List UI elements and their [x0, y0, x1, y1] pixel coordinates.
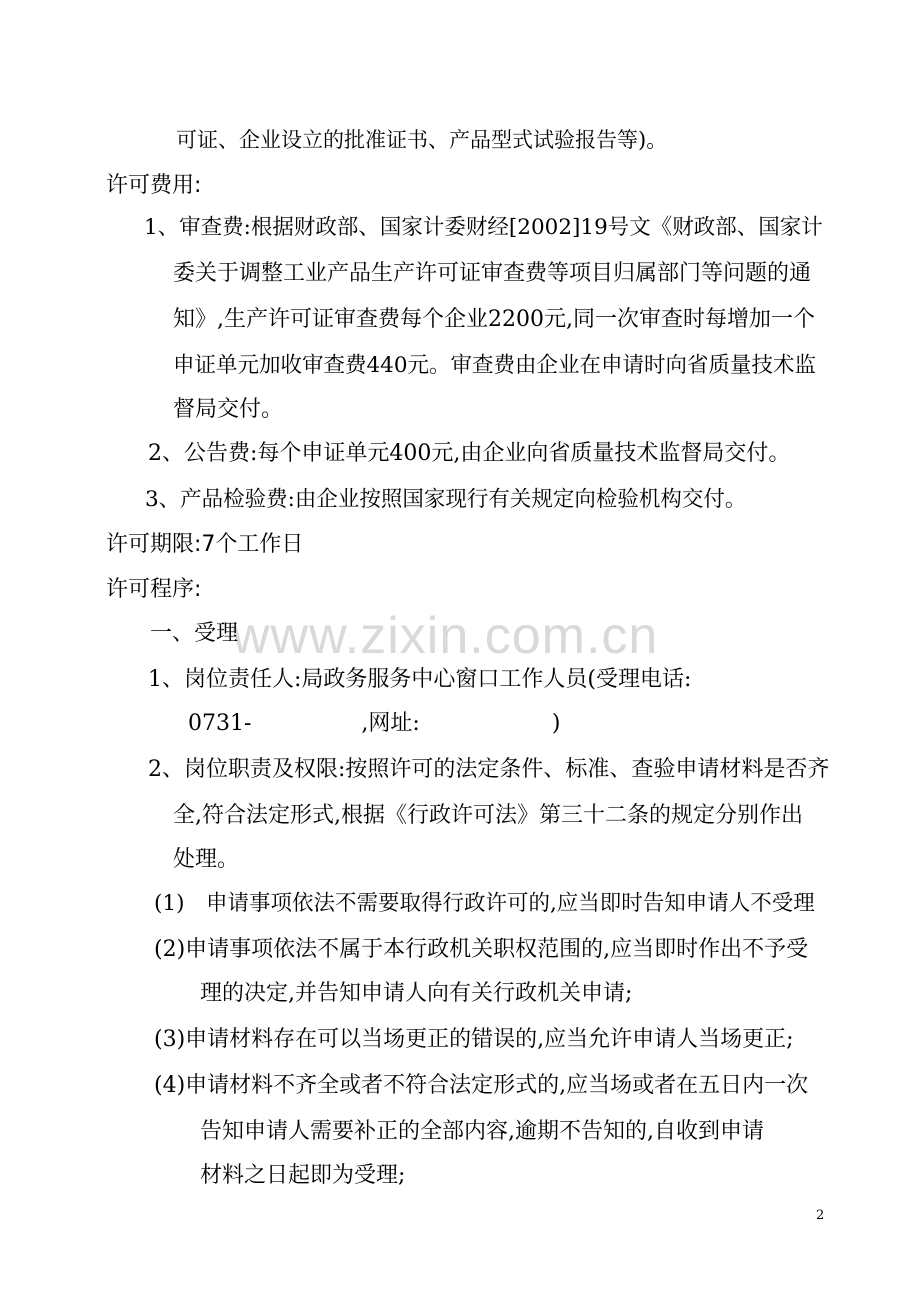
- text-line: 处理。: [173, 847, 240, 872]
- text-line: 督局交付。: [173, 397, 284, 422]
- text-line: 申证单元加收审查费440元。审查费由企业在申请时向省质量技术监: [173, 353, 817, 378]
- text-line: 2、公告费:每个申证单元400元,由企业向省质量技术监督局交付。: [148, 441, 791, 466]
- page-number: 2: [816, 1208, 825, 1223]
- text-line: 告知申请人需要补正的全部内容,逾期不告知的,自收到申请: [200, 1119, 764, 1144]
- text-line: 知》,生产许可证审查费每个企业2200元,同一次审查时每增加一个: [173, 307, 815, 332]
- section-heading-procedure: 许可程序:: [106, 577, 202, 602]
- section-heading-period: 许可期限:7个工作日: [106, 532, 304, 557]
- section-heading-fees: 许可费用:: [106, 173, 202, 198]
- text-line: 1、岗位责任人:局政务服务中心窗口工作人员(受理电话:: [148, 667, 692, 692]
- watermark: www.zixin.com.cn: [232, 607, 659, 665]
- text-line: 委关于调整工业产品生产许可证审查费等项目归属部门等问题的通: [173, 261, 812, 286]
- subsection-heading-acceptance: 一、受理: [150, 621, 239, 646]
- text-line: 理的决定,并告知申请人向有关行政机关申请;: [200, 981, 633, 1006]
- text-line: 3、产品检验费:由企业按照国家现行有关规定向检验机构交付。: [145, 487, 747, 512]
- text-line: (2)申请事项依法不属于本行政机关职权范围的,应当即时作出不予受: [154, 937, 809, 962]
- text-line: (1) 申请事项依法不需要取得行政许可的,应当即时告知申请人不受理: [154, 891, 815, 916]
- text-line: 1、审查费:根据财政部、国家计委财经[2002]19号文《财政部、国家计: [144, 215, 823, 240]
- text-line-contact: 0731- ,网址: ): [188, 711, 561, 736]
- text-line: (4)申请材料不齐全或者不符合法定形式的,应当场或者在五日内一次: [154, 1073, 809, 1098]
- text-line: 2、岗位职责及权限:按照许可的法定条件、标准、查验申请材料是否齐: [148, 757, 830, 782]
- text-line: 材料之日起即为受理;: [200, 1163, 406, 1188]
- text-line: 全,符合法定形式,根据《行政许可法》第三十二条的规定分别作出: [173, 803, 803, 828]
- text-line: (3)申请材料存在可以当场更正的错误的,应当允许申请人当场更正;: [154, 1027, 794, 1052]
- text-line: 可证、企业设立的批准证书、产品型式试验报告等)。: [176, 128, 668, 152]
